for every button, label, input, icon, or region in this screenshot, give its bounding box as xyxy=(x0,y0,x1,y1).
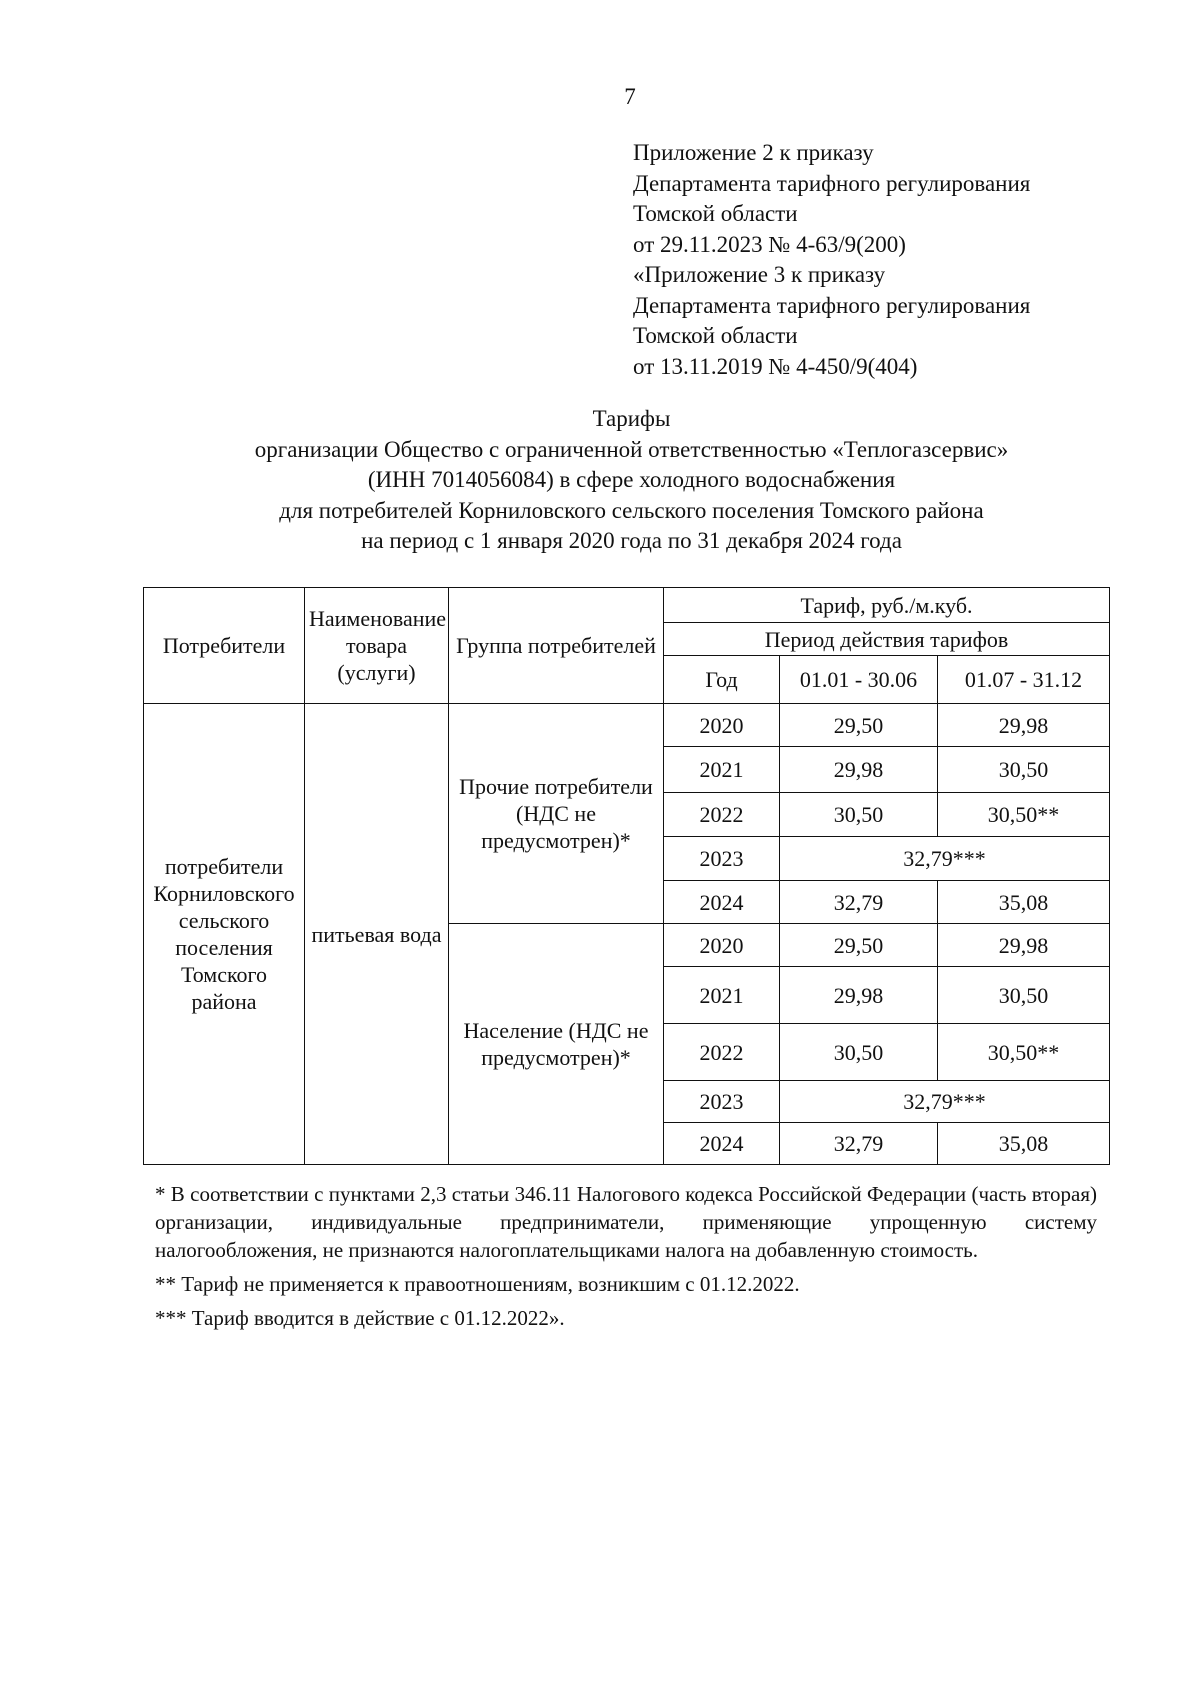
tariff-half1-cell: 29,50 xyxy=(780,924,938,967)
tariff-half1-cell: 29,98 xyxy=(780,967,938,1024)
year-cell: 2020 xyxy=(664,924,780,967)
page-number: 7 xyxy=(624,84,636,109)
tariff-half1-cell: 32,79 xyxy=(780,881,938,924)
appendix-block xyxy=(633,138,1153,382)
tariff-half2-cell: 30,50 xyxy=(938,967,1110,1024)
tariff-half1-cell: 30,50 xyxy=(780,793,938,837)
year-cell: 2024 xyxy=(664,1123,780,1165)
tariff-half2-cell: 35,08 xyxy=(938,881,1110,924)
header-half1: 01.01 - 30.06 xyxy=(780,656,938,704)
title-line: Тарифы xyxy=(592,406,671,431)
tariff-half2-cell: 29,98 xyxy=(938,924,1110,967)
footnote-vat: * В соответствии с пунктами 2,3 статьи 346.11 Налогового кодекса Российской Федерации (часть вторая) организации, индивидуальные предприниматели, применяющие упрощенную систему налогообложения, не признаются налогоплательщиками налога на добавленную стоимость. xyxy=(155,1182,1097,1262)
tariff-half2-cell: 30,50 xyxy=(938,747,1110,793)
header-tariff: Тариф, руб./м.куб. xyxy=(664,588,1110,623)
appendix-line: Приложение 2 к приказу xyxy=(633,140,874,165)
footnote-double-star: ** Тариф не применяется к правоотношениям, возникшим с 01.12.2022. xyxy=(155,1272,800,1296)
footnotes xyxy=(155,1180,1097,1338)
group-cell: Население (НДС не предусмотрен)* xyxy=(449,924,664,1165)
header-consumers: Потребители xyxy=(144,588,305,704)
appendix-line: Департамента тарифного регулирования xyxy=(633,170,1031,196)
year-cell: 2022 xyxy=(664,1024,780,1081)
tariff-half2-cell: 30,50** xyxy=(938,1024,1110,1081)
header-period: Период действия тарифов xyxy=(664,623,1110,656)
product-cell: питьевая вода xyxy=(305,704,449,1165)
title-line: для потребителей Корниловского сельского поселения Томского района xyxy=(279,497,984,523)
tariff-half1-cell: 29,98 xyxy=(780,747,938,793)
group-cell: Прочие потребители (НДС не предусмотрен)* xyxy=(449,704,664,924)
header-group: Группа потребителей xyxy=(449,588,664,704)
appendix-line: от 13.11.2019 № 4-450/9(404) xyxy=(633,353,918,379)
tariff-merged-cell: 32,79*** xyxy=(780,1081,1110,1123)
title-line: на период с 1 января 2020 года по 31 декабря 2024 года xyxy=(361,528,902,553)
header-product: Наименование товара (услуги) xyxy=(305,588,449,704)
tariff-half2-cell: 29,98 xyxy=(938,704,1110,747)
tariff-half1-cell: 29,50 xyxy=(780,704,938,747)
table-row xyxy=(144,704,1110,747)
tariff-half2-cell: 35,08 xyxy=(938,1123,1110,1165)
year-cell: 2021 xyxy=(664,747,780,793)
year-cell: 2024 xyxy=(664,881,780,924)
year-cell: 2022 xyxy=(664,793,780,837)
appendix-line: от 29.11.2023 № 4-63/9(200) xyxy=(633,231,906,257)
year-cell: 2023 xyxy=(664,1081,780,1123)
appendix-line: Томской области xyxy=(633,201,798,226)
appendix-line: «Приложение 3 к приказу xyxy=(633,262,886,287)
title-line: организации Общество с ограниченной ответственностью «Теплогазсервис» xyxy=(254,436,1009,462)
header-year: Год xyxy=(664,656,780,704)
title-line: (ИНН 7014056084) в сфере холодного водоснабжения xyxy=(367,467,896,492)
tariff-half1-cell: 32,79 xyxy=(780,1123,938,1165)
appendix-line: Томской области xyxy=(633,323,798,348)
header-half2: 01.07 - 31.12 xyxy=(938,656,1110,704)
year-cell: 2021 xyxy=(664,967,780,1024)
document-title xyxy=(143,404,1120,557)
tariff-table xyxy=(143,587,1110,1165)
footnote-triple-star: *** Тариф вводится в действие с 01.12.2022». xyxy=(155,1306,565,1330)
year-cell: 2023 xyxy=(664,837,780,881)
year-cell: 2020 xyxy=(664,704,780,747)
tariff-merged-cell: 32,79*** xyxy=(780,837,1110,881)
tariff-half1-cell: 30,50 xyxy=(780,1024,938,1081)
tariff-half2-cell: 30,50** xyxy=(938,793,1110,837)
appendix-line: Департамента тарифного регулирования xyxy=(633,292,1031,318)
consumer-cell: потребители Корниловского сельского поселения Томского района xyxy=(144,704,305,1165)
